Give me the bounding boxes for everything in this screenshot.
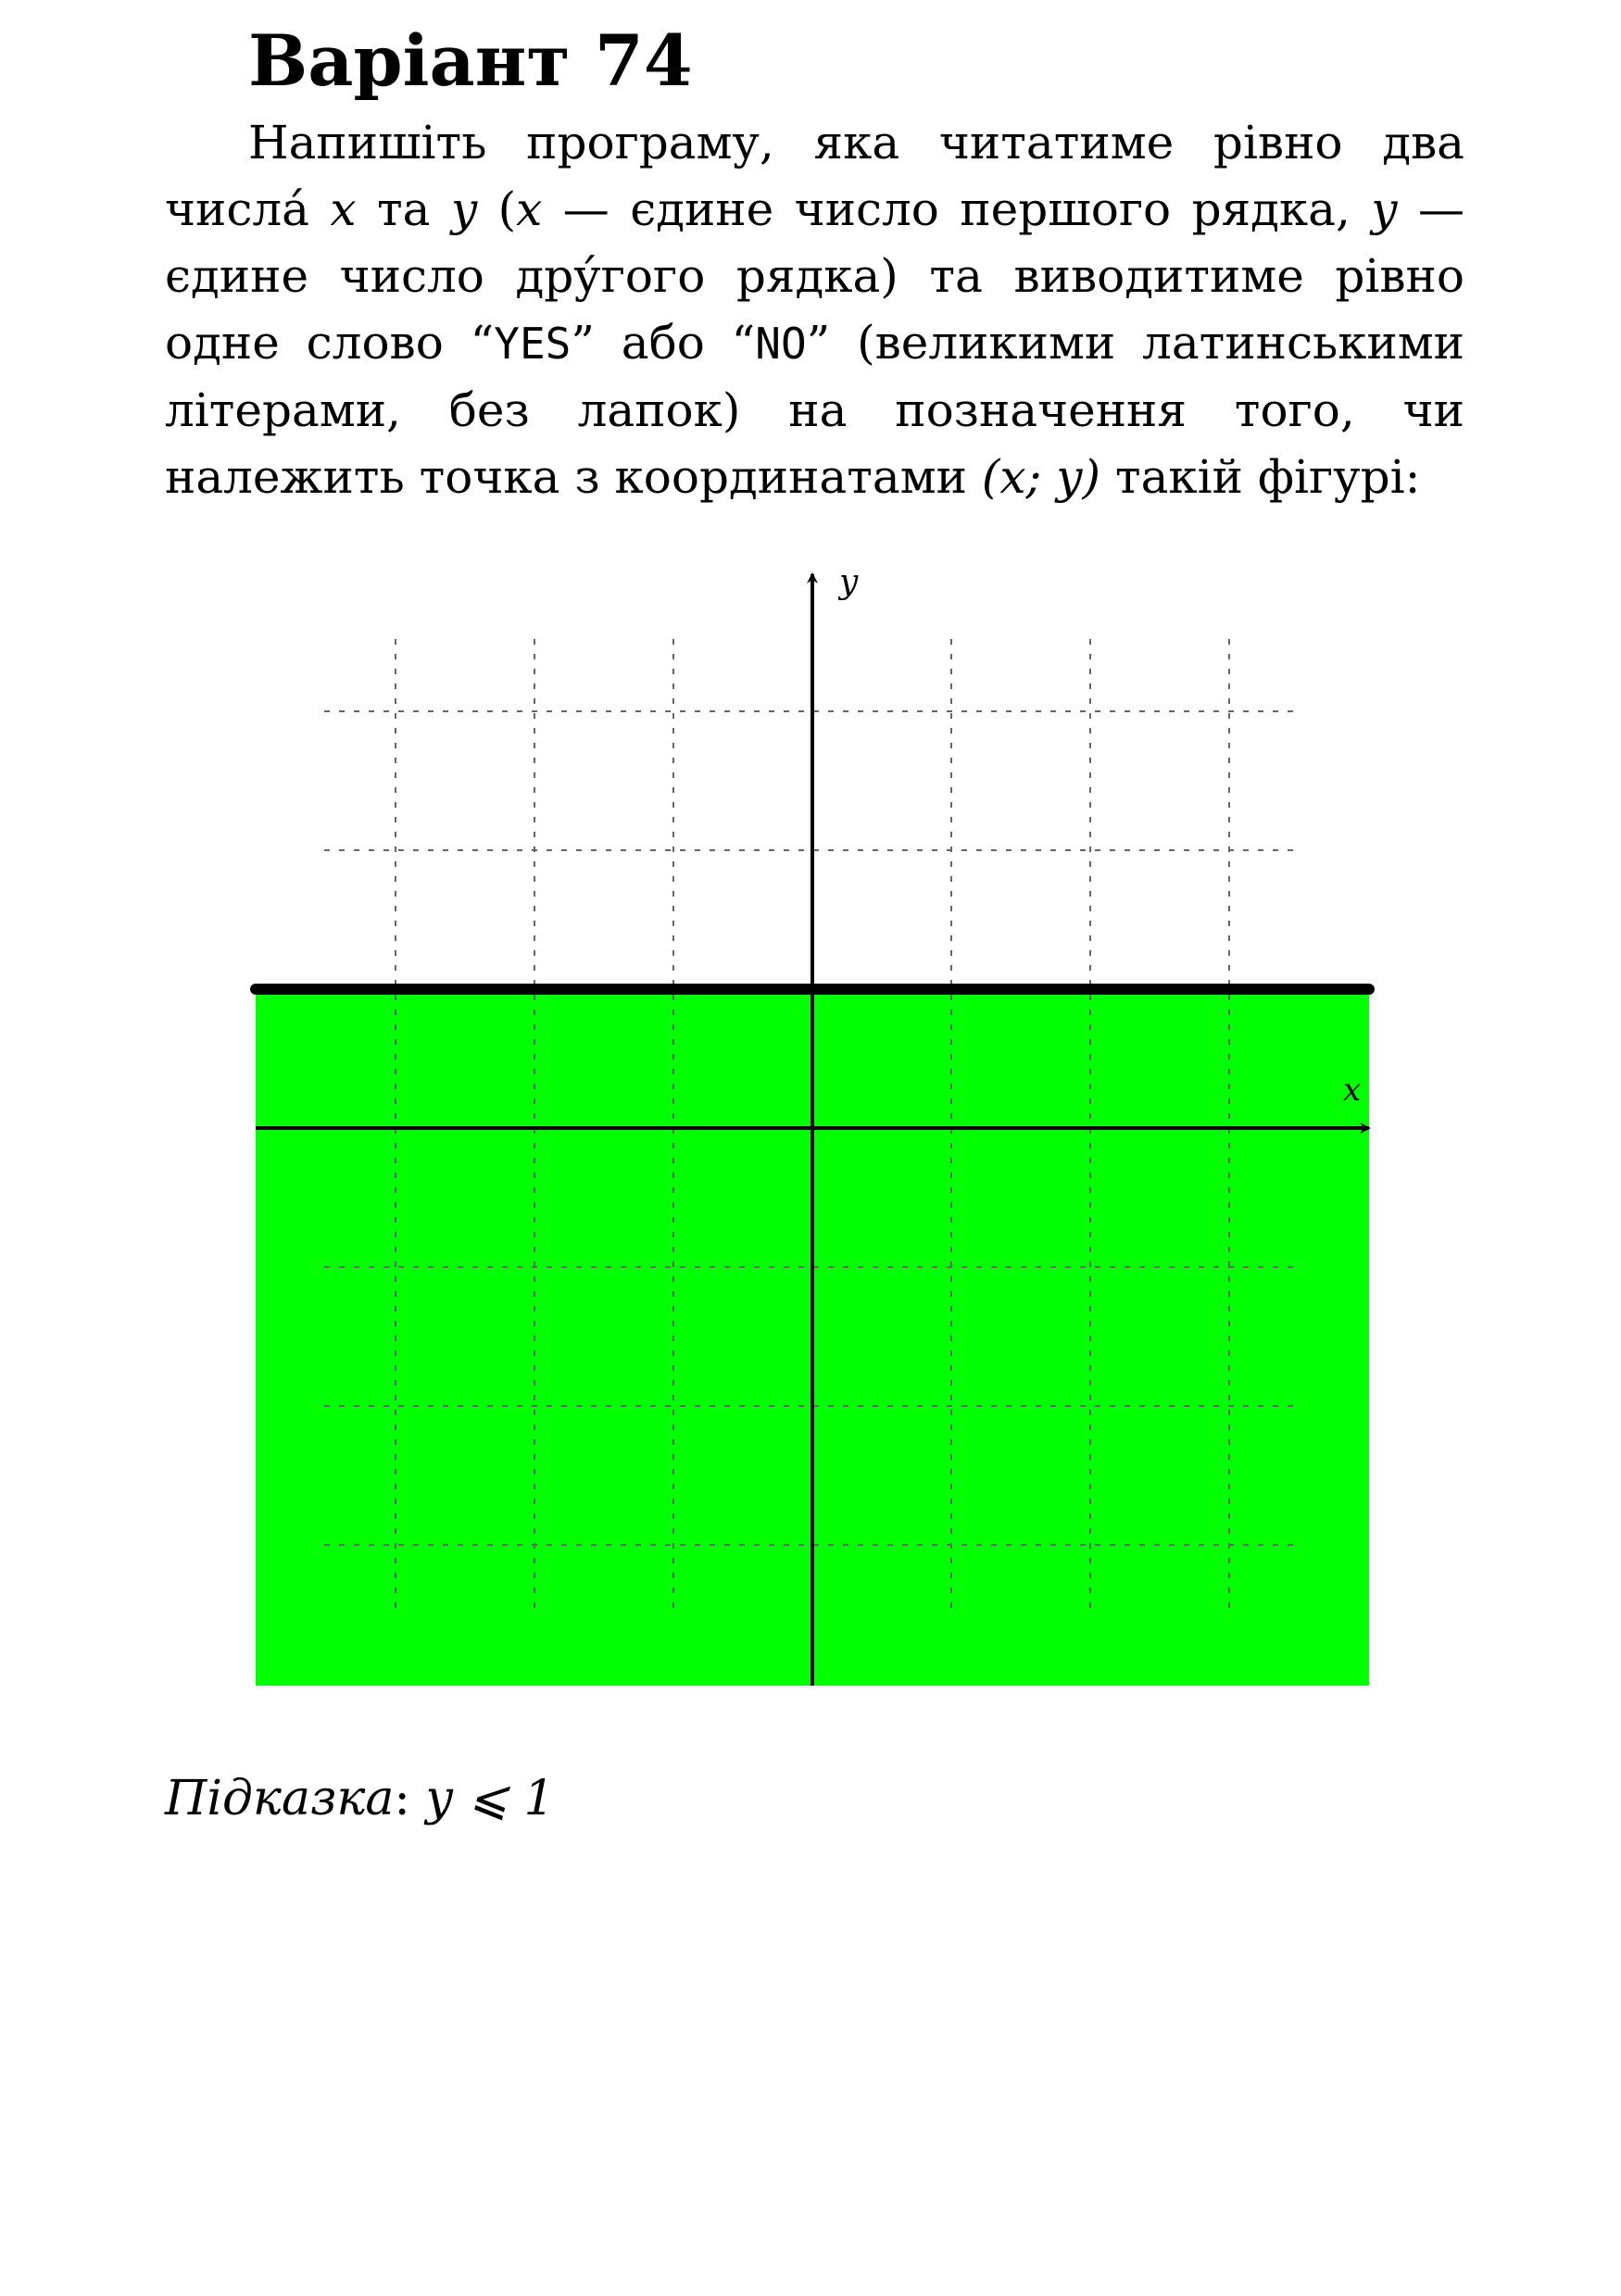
- page-title: Варіант 74: [248, 19, 693, 102]
- y-axis-label: y: [839, 563, 859, 601]
- var-y: y: [1371, 182, 1398, 236]
- text-segment: та: [356, 182, 451, 236]
- text-segment: (: [477, 182, 517, 236]
- text-segment: такій фігурі:: [1100, 450, 1421, 504]
- x-axis-label: x: [1343, 1072, 1362, 1109]
- text-segment: ” (великими латинськими літерами, без лапок) на позначення того, чи належить точка з координатами: [165, 316, 1464, 504]
- var-y: y: [450, 182, 478, 236]
- text-segment: ” або “: [571, 316, 756, 370]
- text-segment: — єдине число першого рядка,: [542, 182, 1372, 236]
- text-segment: Напишіть програму, яка читатиме рівно два числа́: [165, 116, 1464, 236]
- hint-formula: y ⩽ 1: [425, 1771, 555, 1826]
- var-x: x: [330, 182, 357, 236]
- yes-word: YES: [494, 319, 572, 369]
- hint-label: Підказка: [165, 1771, 395, 1826]
- coords: (x; y): [981, 450, 1101, 504]
- var-x: x: [516, 182, 543, 236]
- no-word: NO: [755, 319, 807, 369]
- text-segment: — єдине число дру́гого рядка) та виводитиме рівно одне слово “: [165, 182, 1464, 370]
- hint: [165, 1765, 555, 1832]
- hint-separator: :: [394, 1771, 426, 1826]
